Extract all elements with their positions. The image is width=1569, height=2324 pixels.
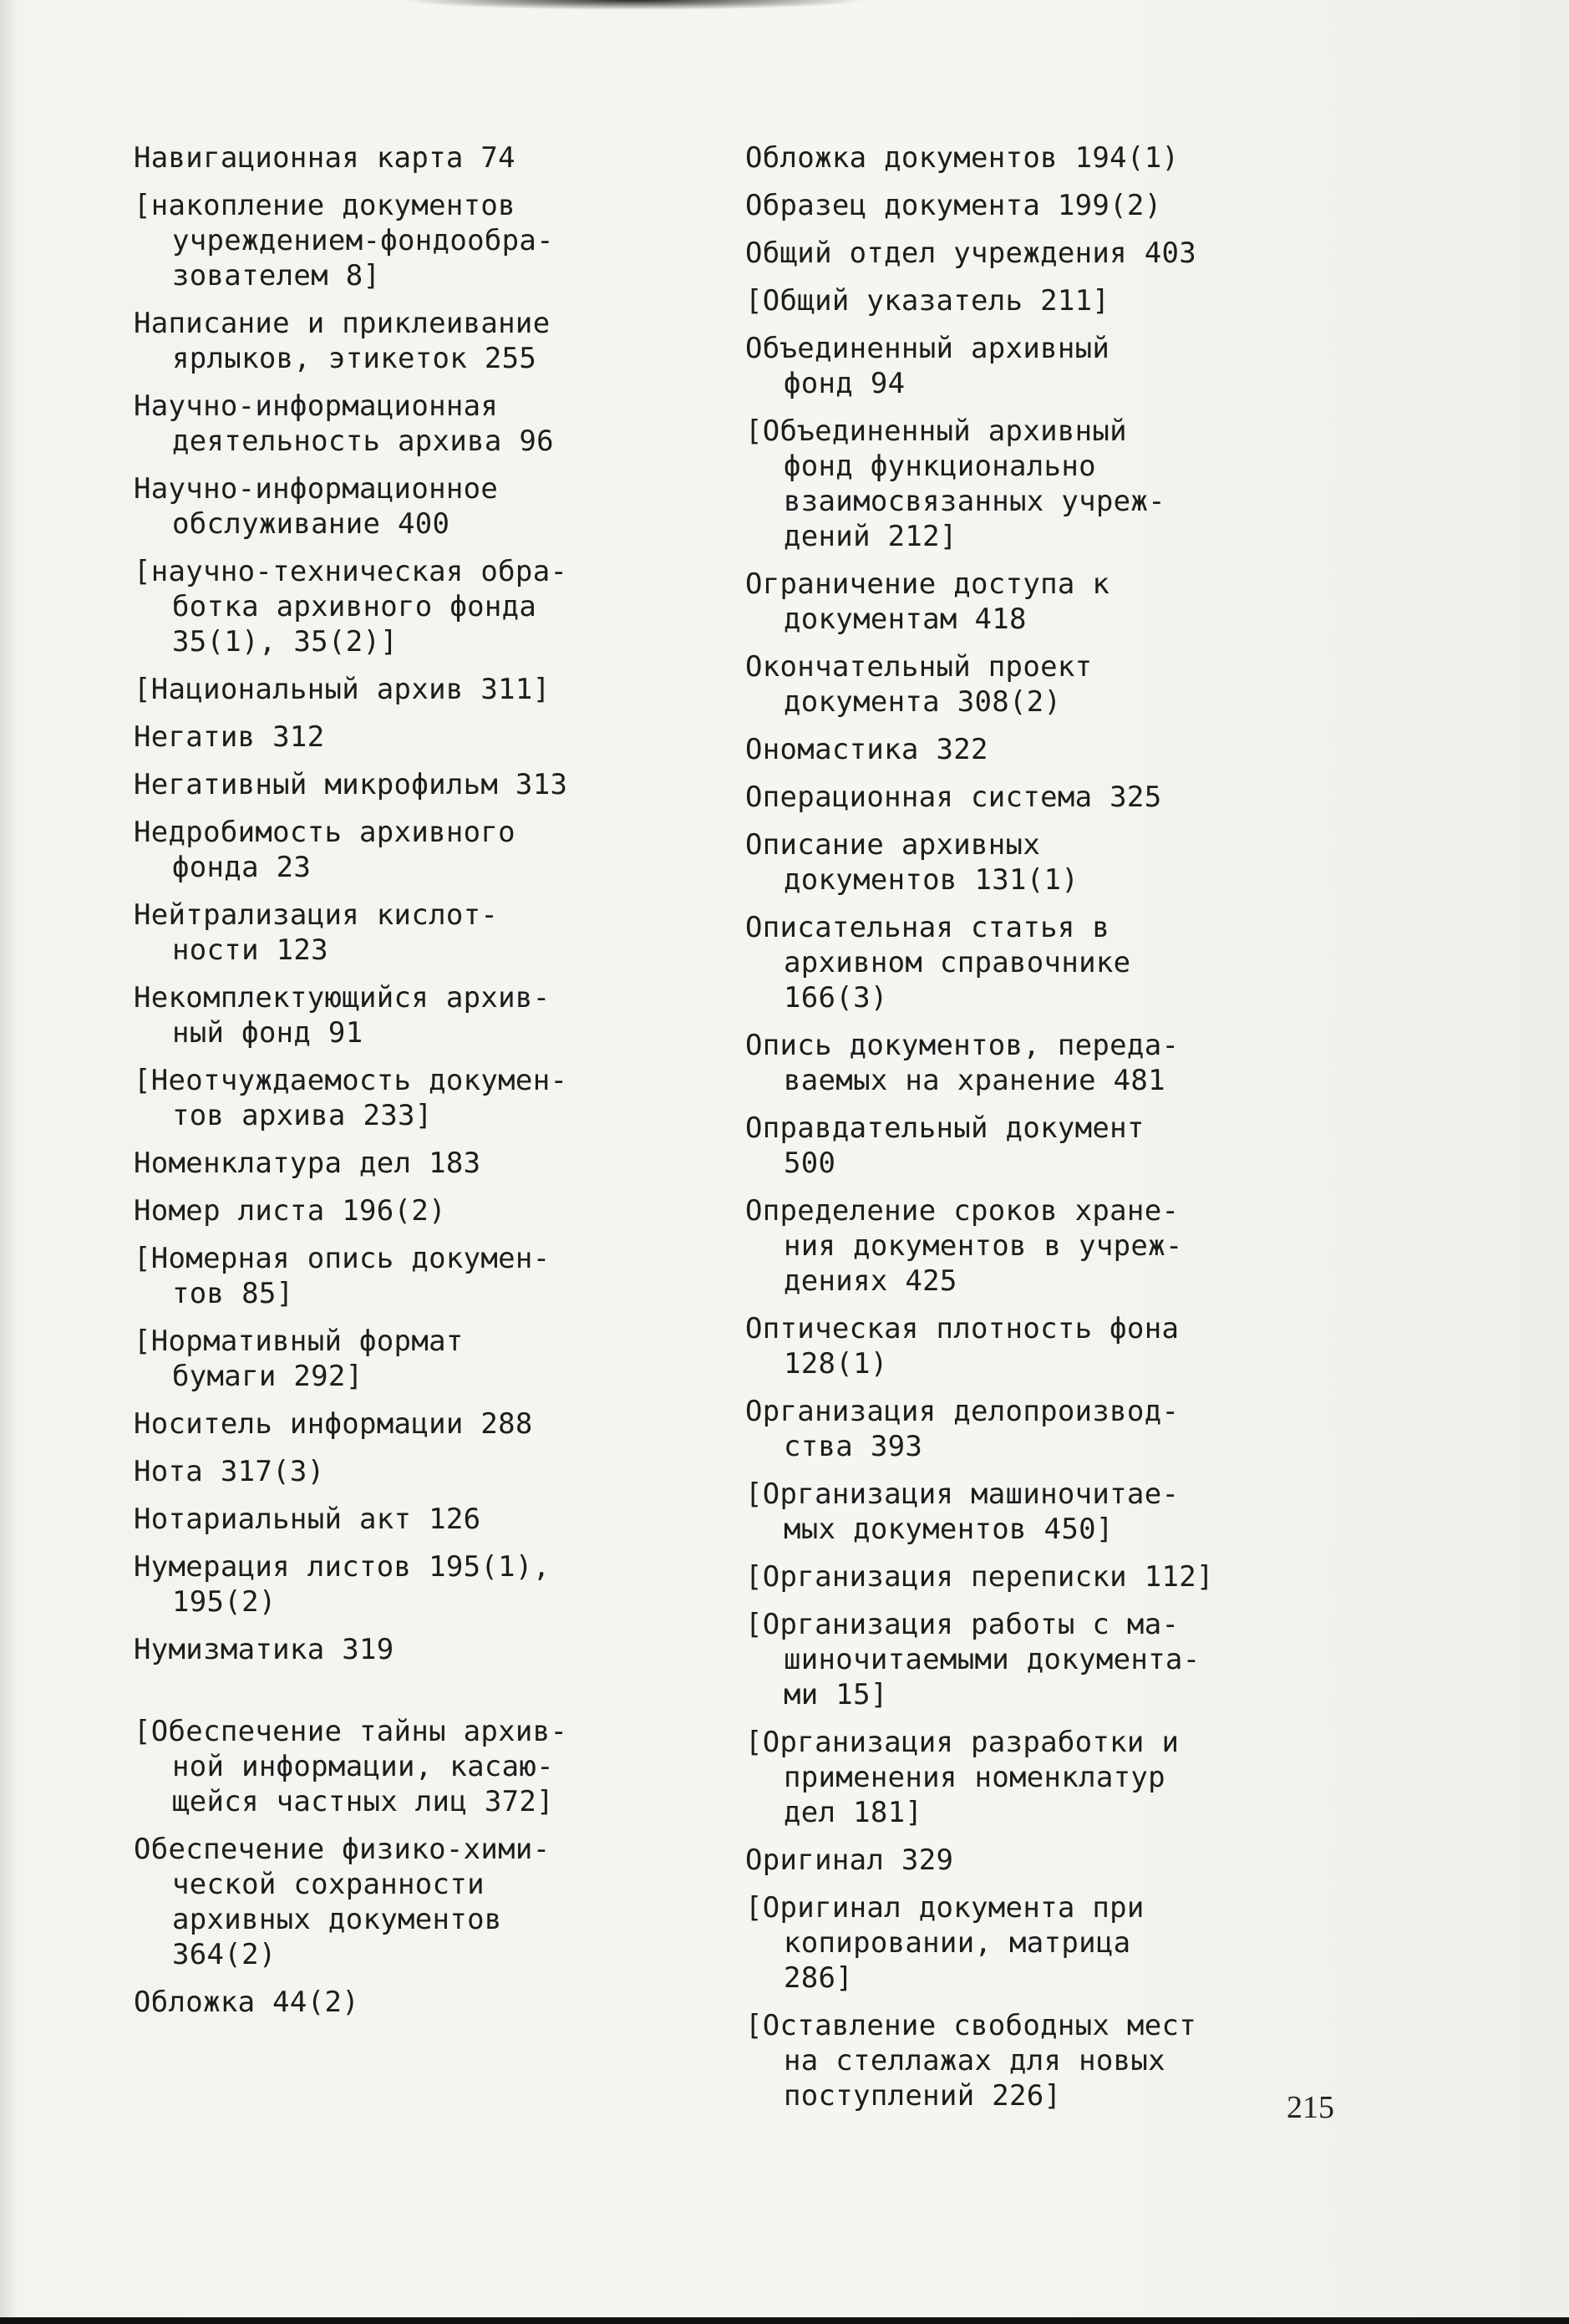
index-column-right (745, 140, 1347, 2126)
index-entry: Окончательный проект документа 308(2) (745, 650, 1093, 719)
index-entry: [накопление документов учреждением-фондообра- зователем 8] (134, 189, 554, 292)
index-entry: Научно-информационное обслуживание 400 (134, 472, 499, 541)
index-entry: [Организация работы с ма- шиночитаемыми документа- ми 15] (745, 1608, 1201, 1711)
index-entry: Определение сроков хране- ния документов в учреж- дениях 425 (745, 1194, 1183, 1298)
index-entry: [Организация машиночитае- мых документов 450] (745, 1477, 1180, 1546)
index-entry: Научно-информационная деятельность архива 96 (134, 389, 554, 458)
index-entry: [Организация разработки и применения номенклатур дел 181] (745, 1726, 1180, 1829)
index-entry: Операционная система 325 (745, 781, 1162, 814)
index-entry: [Оставление свободных мест на стеллажах для новых поступлений 226] (745, 2009, 1197, 2113)
index-entry: Нейтрализация кислот- ности 123 (134, 898, 499, 967)
index-entry: Написание и приклеивание ярлыков, этикеток 255 (134, 307, 551, 375)
index-entry: Образец документа 199(2) (745, 189, 1162, 222)
index-entry: Обложка 44(2) (134, 1986, 360, 2019)
page-number: 215 (1287, 2090, 1334, 2125)
index-entry: [Национальный архив 311] (134, 673, 551, 706)
index-entry: [научно-техническая обра- ботка архивного фонда 35(1), 35(2)] (134, 555, 568, 659)
index-entry: Нота 317(3) (134, 1455, 325, 1488)
index-entry: [Общий указатель 211] (745, 284, 1110, 318)
index-entry: Оригинал 329 (745, 1843, 954, 1877)
index-entry: Общий отдел учреждения 403 (745, 236, 1197, 270)
index-entry: Оправдательный документ 500 (745, 1111, 1145, 1180)
index-entry: Негативный микрофильм 313 (134, 768, 568, 801)
index-entry: Негатив 312 (134, 720, 325, 754)
index-entry: [Обеспечение тайны архив- ной информации, касаю- щейся частных лиц 372] (134, 1715, 568, 1818)
index-entry: [Номерная опись докумен- тов 85] (134, 1242, 551, 1310)
index-entry: Носитель информации 288 (134, 1407, 533, 1441)
index-entry: Навигационная карта 74 (134, 141, 515, 175)
index-entry: [Оригинал документа при копировании, матрица 286] (745, 1891, 1145, 1995)
index-entry: Нумерация листов 195(1), 195(2) (134, 1550, 551, 1619)
scan-bottom-edge (0, 2317, 1569, 2324)
index-entry: Нотариальный акт 126 (134, 1503, 481, 1536)
index-entry: Оптическая плотность фона 128(1) (745, 1312, 1180, 1381)
index-entry: Номер листа 196(2) (134, 1194, 446, 1228)
index-entry: Нумизматика 319 (134, 1633, 394, 1666)
index-entry: [Объединенный архивный фонд функционально взаимосвязанных учреж- дений 212] (745, 414, 1165, 553)
index-entry: [Неотчуждаемость докумен- тов архива 233] (134, 1064, 568, 1132)
index-entry: Опись документов, переда- ваемых на хранение 481 (745, 1029, 1180, 1097)
index-entry: Ограничение доступа к документам 418 (745, 567, 1110, 636)
index-entry: Обеспечение физико-хими- ческой сохранности архивных документов 364(2) (134, 1833, 551, 1971)
index-entry: Организация делопроизвод- ства 393 (745, 1395, 1180, 1463)
index-entry: Обложка документов 194(1) (745, 141, 1180, 175)
index-entry: Номенклатура дел 183 (134, 1147, 481, 1180)
index-entry: [Организация переписки 112] (745, 1560, 1214, 1594)
index-entry: [Нормативный формат бумаги 292] (134, 1325, 464, 1393)
index-entry: Описание архивных документов 131(1) (745, 828, 1079, 897)
index-column-left (134, 140, 735, 2032)
index-entry: Некомплектующийся архив- ный фонд 91 (134, 981, 551, 1050)
index-entry: Объединенный архивный фонд 94 (745, 332, 1110, 400)
index-entry: Ономастика 322 (745, 733, 988, 766)
index-entry: Описательная статья в архивном справочнике 166(3) (745, 911, 1131, 1015)
scan-shadow (401, 0, 869, 10)
index-entry: Недробимость архивного фонда 23 (134, 816, 515, 884)
